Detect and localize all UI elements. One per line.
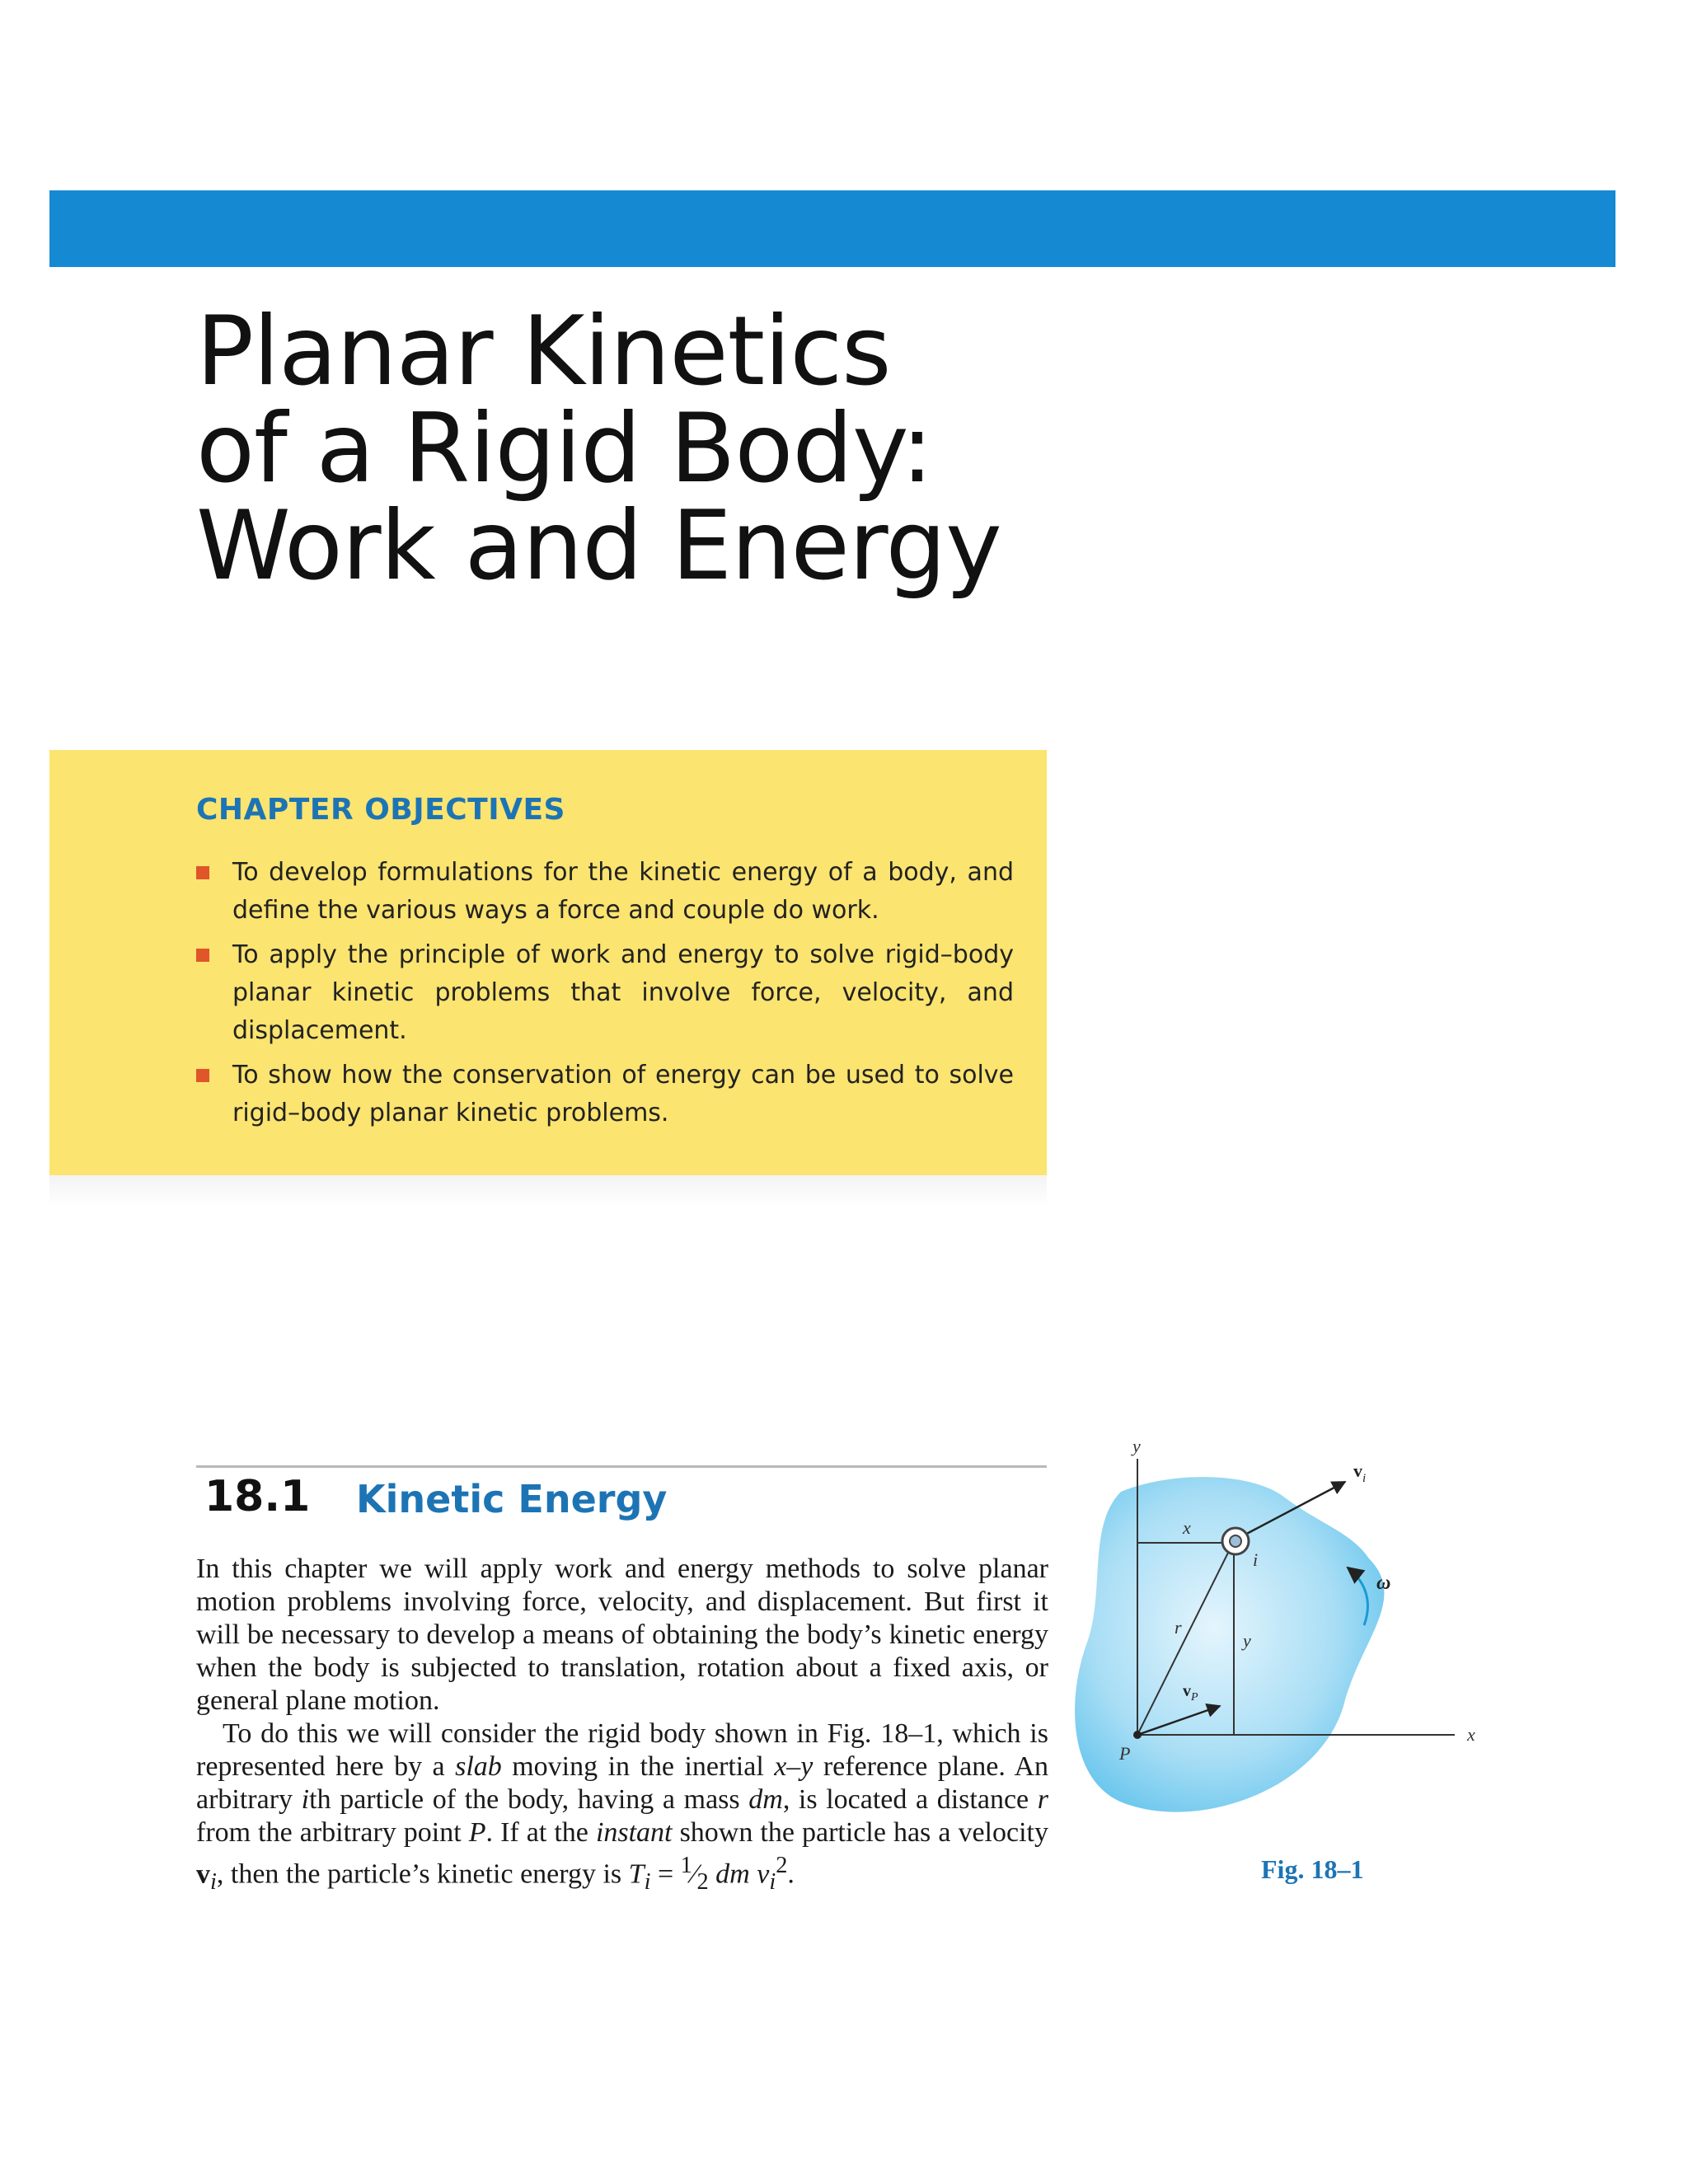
point-p-dot [1133,1731,1142,1739]
paragraph-1: In this chapter we will apply work and energy methods to solve planar motion problems involving force, velocity, and displacement. But first it will be necessary to develop a means of obtaining the body’s kinetic energy when the body is subjected to translation, rotation about a fixed axis, or general plane motion. [196,1554,1048,1716]
chapter-title [196,296,1001,602]
objective-item [196,1057,1014,1132]
section-body [196,1553,1048,1899]
objectives-heading: CHAPTER OBJECTIVES [196,793,565,827]
objectives-list [196,854,1014,1139]
y-dimension-label: y [1243,1630,1251,1651]
section-divider [196,1465,1047,1468]
chapter-header-band [49,190,1615,267]
chapter-title-line-1: Planar Kinetics [196,296,891,407]
square-bullet-icon [196,1069,209,1082]
objective-text: To show how the conservation of energy can be used to solve rigid–body planar kinetic problems. [232,1061,1014,1127]
square-bullet-icon [196,949,209,962]
point-p-label: P [1119,1743,1131,1764]
y-axis-label: y [1132,1436,1141,1456]
objective-text: To apply the principle of work and energy to solve rigid–body planar kinetic problems that involve force, velocity, and displacement. [232,940,1014,1045]
chapter-title-line-2: of a Rigid Body: [196,393,933,504]
rigid-body-figure [1071,1434,1517,1830]
section-number: 18.1 [204,1472,311,1521]
objective-text: To develop formulations for the kinetic energy of a body, and define the various ways a force and couple do work. [232,858,1014,925]
vi-label: $v_i$ [1353,1460,1367,1485]
objectives-box-shadow [49,1175,1047,1207]
x-dimension-label: x [1183,1517,1191,1538]
figure-caption: Fig. 18–1 [1261,1854,1364,1884]
section-title: Kinetic Energy [356,1477,668,1521]
omega-label: ω [1376,1572,1391,1594]
objective-item [196,854,1014,930]
objective-item [196,936,1014,1050]
r-label: r [1175,1617,1182,1638]
square-bullet-icon [196,866,209,879]
x-axis-label: x [1467,1724,1475,1745]
particle-i-dot [1230,1535,1241,1547]
paragraph-2: To do this we will consider the rigid body shown in Fig. 18–1, which is represented here by a slab moving in the inertial x–y reference plane. An arbitrary ith particle of the body, having a mass dm, is located a distance r from the arbitrary point P. If at the instant shown the particle has a velocity $v_i$, then the particle’s kinetic energy is $T_i$ = $^1⁄_2$ dm $v_i^2$. [196,1718,1048,1896]
vp-label: $v_P$ [1183,1682,1198,1704]
particle-i-label: i [1253,1549,1259,1570]
chapter-title-line-3: Work and Energy [196,490,1001,602]
